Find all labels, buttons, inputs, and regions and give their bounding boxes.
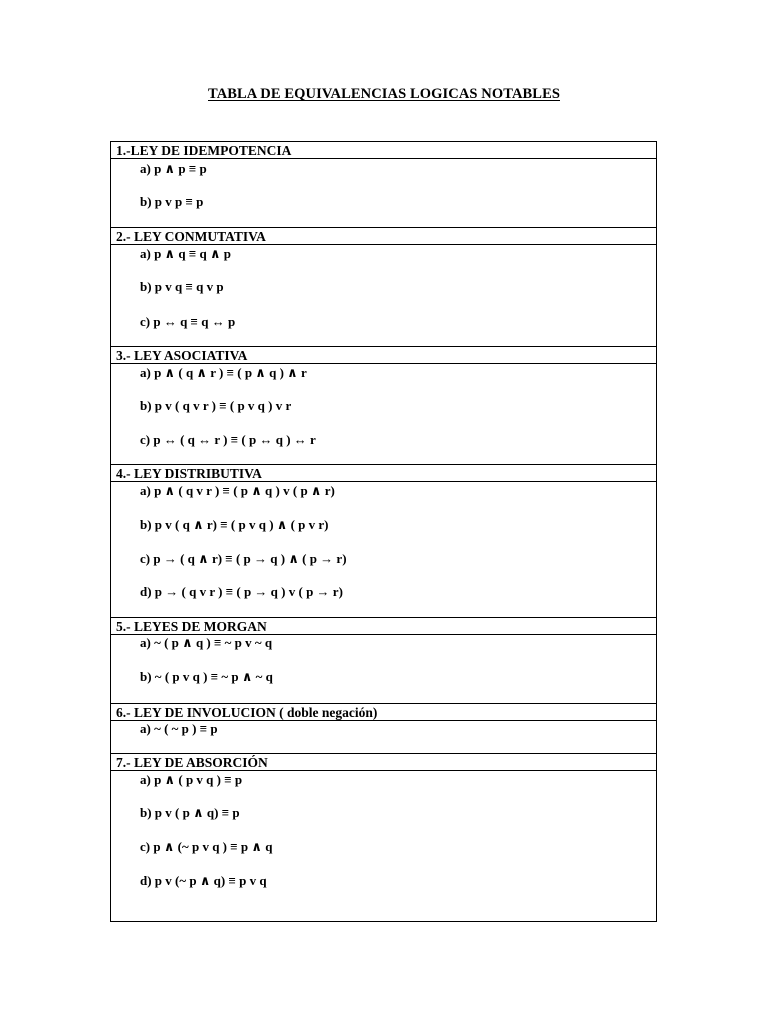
law-7-item-b: b) p v ( p ∧ q) ≡ p bbox=[140, 805, 240, 820]
law-6-item-a: a) ~ ( ~ p ) ≡ p bbox=[140, 721, 218, 736]
law-2-header: 2.- LEY CONMUTATIVA bbox=[111, 228, 656, 245]
law-1-item-b: b) p v p ≡ p bbox=[140, 194, 204, 209]
law-7-item-c: c) p ∧ (~ p v q ) ≡ p ∧ q bbox=[140, 839, 273, 854]
law-4-item-a: a) p ∧ ( q v r ) ≡ ( p ∧ q ) v ( p ∧ r) bbox=[140, 483, 335, 498]
law-2-item-b: b) p v q ≡ q v p bbox=[140, 279, 224, 294]
law-2-item-a: a) p ∧ q ≡ q ∧ p bbox=[140, 246, 232, 261]
law-7-item-a: a) p ∧ ( p v q ) ≡ p bbox=[140, 772, 243, 787]
law-4-item-d: d) p → ( q v r ) ≡ ( p → q ) v ( p → r) bbox=[140, 584, 343, 599]
law-5-item-b: b) ~ ( p v q ) ≡ ~ p ∧ ~ q bbox=[140, 669, 273, 684]
law-4-header: 4.- LEY DISTRIBUTIVA bbox=[111, 465, 656, 482]
law-5-header: 5.- LEYES DE MORGAN bbox=[111, 618, 656, 635]
law-7-header: 7.- LEY DE ABSORCIÓN bbox=[111, 754, 656, 771]
law-1-item-a: a) p ∧ p ≡ p bbox=[140, 161, 207, 176]
law-3-item-b: b) p v ( q v r ) ≡ ( p v q ) v r bbox=[140, 398, 292, 413]
law-3-item-c: c) p ↔ ( q ↔ r ) ≡ ( p ↔ q ) ↔ r bbox=[140, 432, 316, 447]
law-3-item-a: a) p ∧ ( q ∧ r ) ≡ ( p ∧ q ) ∧ r bbox=[140, 365, 307, 380]
law-2-item-c: c) p ↔ q ≡ q ↔ p bbox=[140, 314, 236, 329]
law-6-header: 6.- LEY DE INVOLUCION ( doble negación) bbox=[111, 704, 656, 721]
law-5-item-a: a) ~ ( p ∧ q ) ≡ ~ p v ~ q bbox=[140, 635, 273, 650]
law-7-item-d: d) p v (~ p ∧ q) ≡ p v q bbox=[140, 873, 267, 888]
law-1-header: 1.-LEY DE IDEMPOTENCIA bbox=[111, 142, 656, 159]
equivalences-table bbox=[110, 141, 657, 922]
law-4-item-c: c) p → ( q ∧ r) ≡ ( p → q ) ∧ ( p → r) bbox=[140, 551, 347, 566]
page-title: TABLA DE EQUIVALENCIAS LOGICAS NOTABLES bbox=[208, 86, 560, 102]
law-4-item-b: b) p v ( q ∧ r) ≡ ( p v q ) ∧ ( p v r) bbox=[140, 517, 329, 532]
law-3-header: 3.- LEY ASOCIATIVA bbox=[111, 347, 656, 364]
